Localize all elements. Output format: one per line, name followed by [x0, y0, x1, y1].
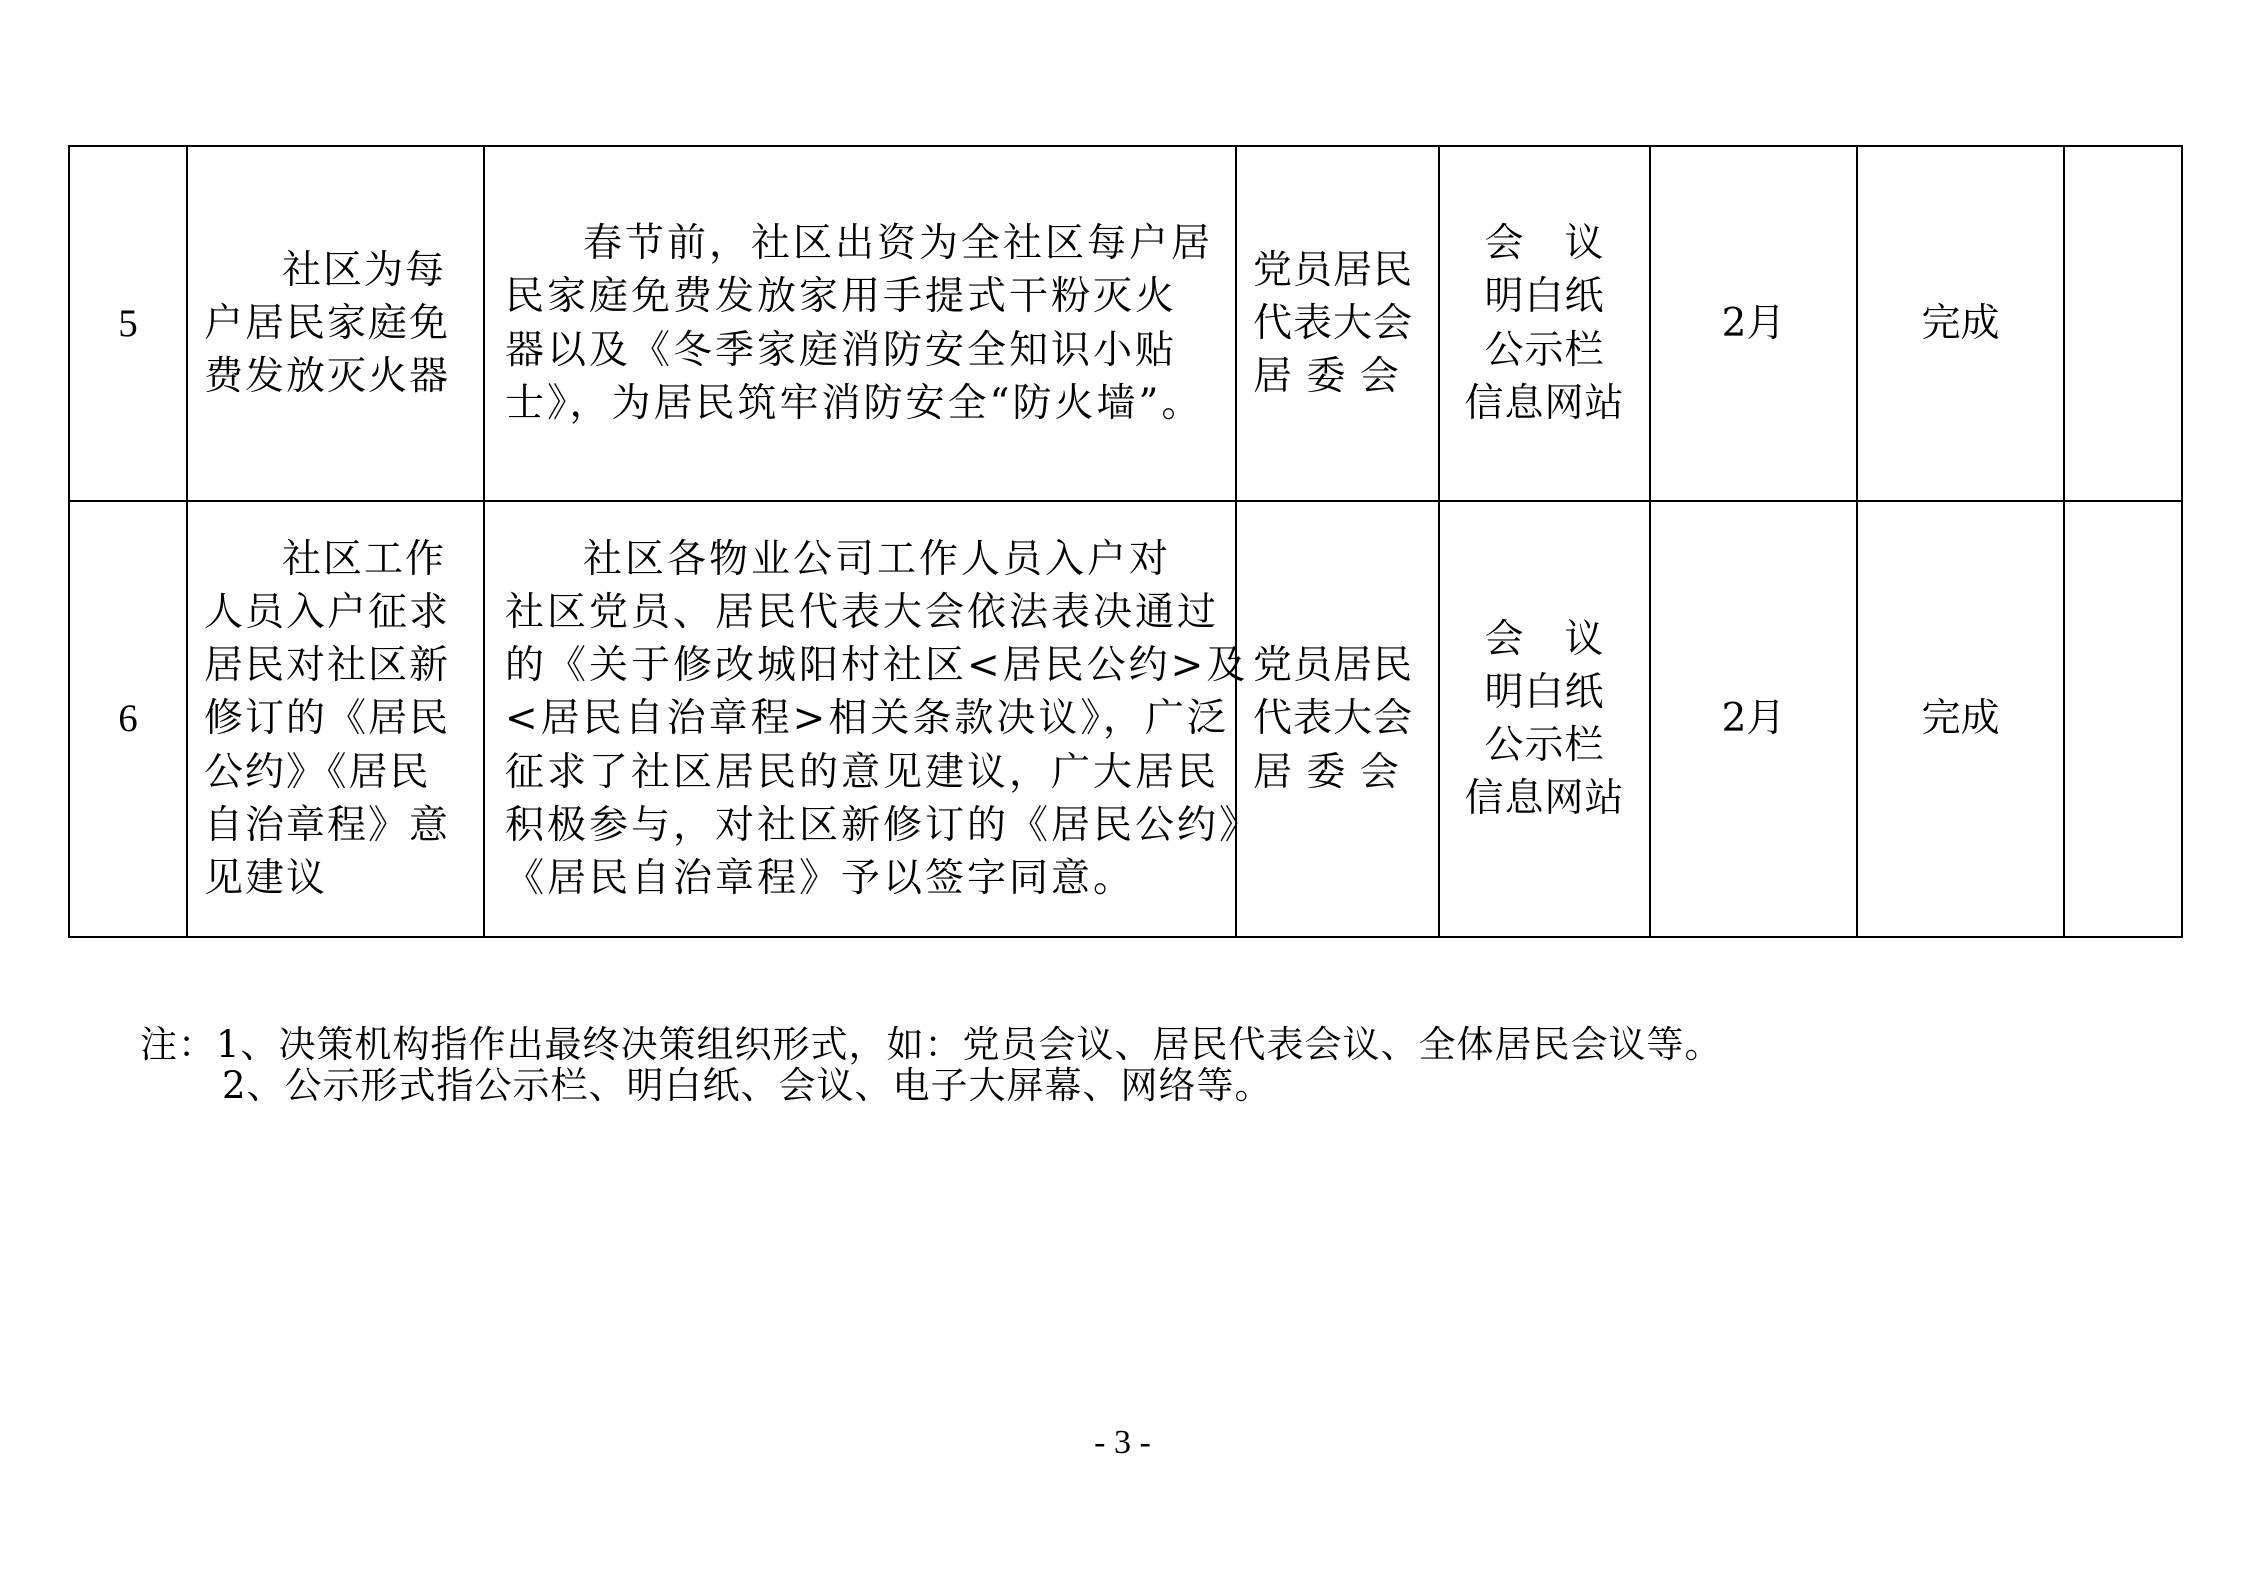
item-text-line: 自治章程》意: [204, 802, 451, 848]
content-cell: [484, 501, 1262, 937]
content-cell: [484, 146, 1236, 501]
content-text-line: 《居民自治章程》予以签字同意。: [505, 855, 1136, 901]
publicity-form-line: 信息网站: [1464, 380, 1625, 426]
remark-cell: [2064, 501, 2182, 937]
time-text: 2月: [1721, 696, 1786, 742]
row-number-cell: [69, 146, 187, 501]
item-text-line: 公约》《居民: [204, 749, 431, 795]
footnotes: [140, 1025, 1723, 1106]
item-text-line: 费发放灭火器: [204, 354, 451, 400]
time-cell: [1650, 501, 1857, 937]
content-text-line: 社区各物业公司工作人员入户对: [583, 537, 1172, 583]
decision-body-line: 代表大会: [1253, 300, 1414, 346]
decision-body-line: 居 委 会: [1253, 354, 1400, 400]
footnote-line-1: 注：1、决策机构指作出最终决策组织形式，如：党员会议、居民代表会议、全体居民会议等。: [140, 1023, 1723, 1066]
content-text-line: 积极参与，对社区新修订的《居民公约》: [505, 802, 1262, 848]
item-text-line: 人员入户征求: [204, 590, 451, 636]
status-cell: [1857, 501, 2064, 937]
content-text-line: 士》，为居民筑牢消防安全“防火墙”。: [505, 380, 1204, 426]
publicity-form-line: 公示栏: [1484, 723, 1605, 768]
item-cell: [187, 146, 484, 501]
decision-body-line: 党员居民: [1253, 247, 1414, 293]
publicity-form-line: 公示栏: [1484, 327, 1605, 373]
content-text-line: 的《关于修改城阳村社区<居民公约>及: [505, 643, 1249, 689]
decision-body-cell: [1236, 501, 1439, 937]
publicity-form-line: 明白纸: [1484, 669, 1605, 715]
item-text-line: 见建议: [204, 855, 328, 901]
publicity-form-cell: [1439, 501, 1650, 937]
status-text: 完成: [1921, 696, 2000, 742]
decision-body-line: 居 委 会: [1253, 749, 1400, 795]
content-text-line: 征求了社区居民的意见建议，广大居民: [505, 749, 1220, 795]
content-text-line: 春节前，社区出资为全社区每户居: [583, 221, 1214, 267]
row-number: 5: [118, 301, 138, 345]
publicity-form-line: 会 议: [1484, 616, 1605, 662]
remark-cell: [2064, 146, 2182, 501]
publicity-form-line: 明白纸: [1484, 274, 1605, 320]
table-row: [69, 501, 2182, 937]
decision-body-cell: [1236, 146, 1439, 501]
item-text-line: 居民对社区新: [204, 643, 451, 689]
item-text-line: 户居民家庭免: [204, 300, 451, 346]
item-cell: [187, 501, 484, 937]
page-number: - 3 -: [1094, 1424, 1151, 1461]
publicity-form-line: 信息网站: [1464, 776, 1625, 822]
content-text-line: 社区党员、居民代表大会依法表决通过: [505, 590, 1220, 636]
publicity-form-line: 会 议: [1484, 221, 1605, 267]
time-text: 2月: [1721, 300, 1786, 346]
content-text-line: 民家庭免费发放家用手提式干粉灭火: [505, 274, 1178, 320]
time-cell: [1650, 146, 1857, 501]
decision-body-line: 代表大会: [1253, 696, 1414, 742]
item-text-line: 社区为每: [282, 247, 447, 293]
disclosure-table: [68, 145, 2183, 938]
status-text: 完成: [1921, 300, 2000, 346]
row-number-cell: [69, 501, 187, 937]
status-cell: [1857, 146, 2064, 501]
table-row: [69, 146, 2182, 501]
content-text-line: 器以及《冬季家庭消防安全知识小贴: [505, 327, 1178, 373]
row-number: 6: [118, 697, 138, 741]
content-text-line: <居民自治章程>相关条款决议》，广泛: [505, 696, 1229, 742]
item-text-line: 修订的《居民: [204, 696, 451, 742]
publicity-form-cell: [1439, 146, 1650, 501]
item-text-line: 社区工作: [282, 537, 447, 583]
decision-body-line: 党员居民: [1253, 643, 1414, 689]
footnote-line-2: 2、公示形式指公示栏、明白纸、会议、电子大屏幕、网络等。: [222, 1063, 1273, 1107]
